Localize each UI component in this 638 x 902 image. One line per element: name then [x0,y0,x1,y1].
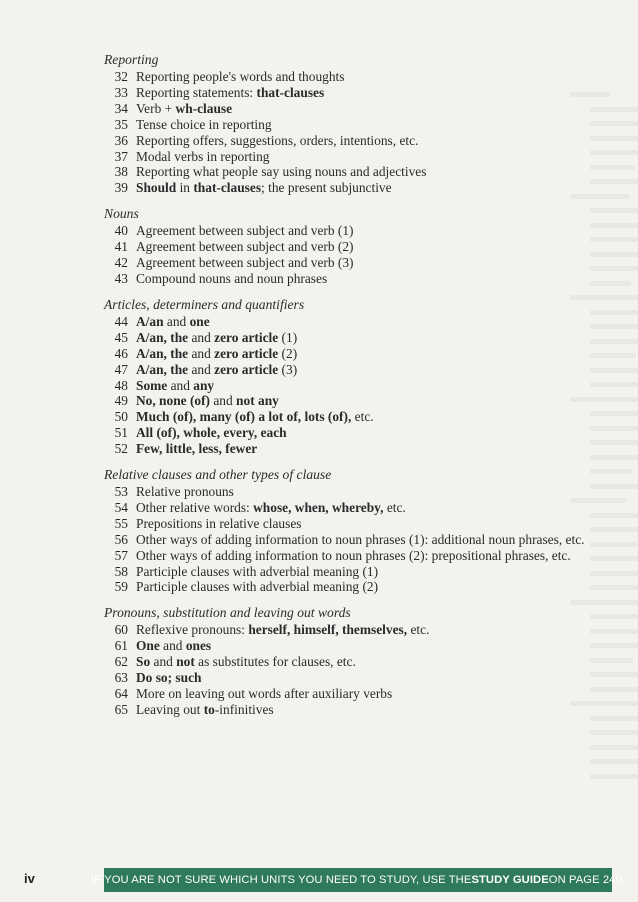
unit-number: 43 [114,270,128,286]
unit-entry [104,409,624,425]
unit-title-segment: Leaving out [136,701,204,717]
unit-number: 64 [114,686,128,701]
unit-title-segment: -infinitives [214,701,274,717]
unit-number: 42 [114,255,128,271]
banner-text-post: ON PAGE 240. [548,874,626,886]
contents-section [104,52,624,196]
unit-title-keyword: Some [136,377,168,393]
unit-title-segment: Relative pronouns [136,484,234,500]
unit-title-segment: and [150,654,177,670]
unit-title [136,409,374,425]
unit-title [136,362,297,378]
unit-entry [104,378,624,394]
unit-entry [104,346,624,362]
unit-title-keyword: not [176,654,195,670]
unit-title [136,101,232,117]
unit-entry [104,579,624,595]
unit-title-keyword: herself, himself, themselves, [248,622,408,638]
unit-title-segment: and [159,638,186,654]
contents-section [104,467,624,595]
unit-number: 32 [114,69,128,84]
unit-title-keyword: one [189,313,210,329]
unit-title-keyword: Should [136,180,177,196]
unit-title-keyword: zero article [214,361,279,377]
study-guide-banner [90,868,626,892]
show-through-line [590,745,638,750]
unit-entry [104,654,624,670]
unit-title [136,164,426,180]
unit-title-keyword: A/an, the [136,361,189,377]
unit-number: 57 [114,547,128,563]
unit-number: 61 [114,638,128,654]
unit-title [136,516,302,532]
unit-title-segment: Other relative words: [136,499,254,515]
unit-entry [104,117,624,133]
unit-title [136,670,201,686]
unit-title [136,564,378,580]
unit-title-segment: as substitutes for clauses, etc. [194,654,356,670]
unit-number: 38 [114,164,128,180]
unit-title [136,686,392,702]
unit-entry [104,85,624,101]
unit-title-segment: and [163,313,190,329]
unit-title [136,484,234,500]
unit-title-segment: Reporting offers, suggestions, orders, intentions, etc. [136,132,419,148]
unit-title [136,85,324,101]
show-through-line [590,774,638,779]
unit-entry [104,255,624,271]
unit-title-segment: Participle clauses with adverbial meaning (1) [136,563,379,579]
unit-title [136,441,257,457]
unit-entry [104,314,624,330]
unit-title [136,255,354,271]
unit-number: 63 [114,670,128,686]
show-through-line [590,730,638,735]
unit-title-segment: etc. [407,622,430,638]
unit-number: 46 [114,345,128,361]
unit-title-segment: and [188,345,215,361]
section-title: Pronouns, substitution and leaving out words [104,605,351,621]
unit-entry [104,441,624,457]
unit-entry [104,500,624,516]
unit-entry [104,564,624,580]
unit-title-keyword: A/an [136,313,164,329]
unit-title-segment: and [188,361,215,377]
unit-number: 47 [114,361,128,377]
unit-number: 65 [114,701,128,717]
unit-title-keyword: So [136,654,151,670]
unit-entry [104,393,624,409]
unit-number: 62 [114,654,128,670]
unit-number: 37 [114,148,128,164]
unit-title [136,638,211,654]
unit-number: 35 [114,116,128,132]
unit-title [136,425,287,441]
unit-number: 55 [114,515,128,531]
unit-entry [104,69,624,85]
unit-title-segment: Other ways of adding information to noun phrases (2): prepositional phrases, etc. [136,547,571,563]
unit-title-segment: etc. [351,409,374,425]
unit-title-keyword: that-clauses [256,84,325,100]
unit-number: 56 [114,531,128,547]
unit-title-keyword: Much (of), many (of) a lot of, lots (of), [136,409,352,425]
unit-title [136,393,279,409]
unit-title [136,69,344,85]
unit-title-keyword: any [193,377,215,393]
unit-entry [104,330,624,346]
show-through-line [590,759,638,764]
unit-title-segment: Reporting statements: [136,84,257,100]
unit-entry [104,622,624,638]
unit-entry [104,638,624,654]
unit-entry [104,548,624,564]
unit-title-segment: Prepositions in relative clauses [136,515,302,531]
unit-number: 51 [114,425,128,441]
unit-title [136,346,297,362]
unit-title-keyword: ones [185,638,212,654]
unit-title-segment: Tense choice in reporting [136,116,272,132]
unit-title-keyword: whose, when, whereby, [253,499,384,515]
unit-number: 34 [114,100,128,116]
unit-title-segment: Reflexive pronouns: [136,622,249,638]
unit-title-keyword: No, none (of) [136,393,211,409]
unit-title-keyword: Few, little, less, fewer [136,441,258,457]
unit-title [136,622,429,638]
unit-title-keyword: zero article [214,329,279,345]
unit-number: 40 [114,223,128,239]
unit-title-keyword: wh-clause [175,100,233,116]
unit-title-keyword: A/an, the [136,345,189,361]
unit-title-keyword: that-clauses [193,180,262,196]
unit-entry [104,223,624,239]
unit-title-keyword: not any [236,393,279,409]
unit-title-segment: Agreement between subject and verb (3) [136,255,354,271]
unit-title-segment: (3) [278,361,298,377]
unit-entry [104,686,624,702]
unit-title-segment: and [188,329,215,345]
unit-number: 60 [114,622,128,638]
unit-title-segment: Reporting people's words and thoughts [136,69,345,84]
unit-title-segment: ; the present subjunctive [261,180,392,196]
unit-entry [104,239,624,255]
unit-title [136,223,354,239]
unit-number: 58 [114,563,128,579]
unit-entry [104,702,624,718]
unit-title [136,330,297,346]
unit-entry [104,149,624,165]
unit-entry [104,180,624,196]
unit-entry [104,532,624,548]
unit-title-segment: Modal verbs in reporting [136,148,270,164]
unit-title-segment: (1) [278,329,298,345]
unit-entry [104,362,624,378]
unit-number: 54 [114,499,128,515]
unit-title-segment: Reporting what people say using nouns and adjectives [136,164,427,180]
contents-list [104,52,624,728]
unit-title-keyword: zero article [214,345,279,361]
unit-entry [104,133,624,149]
unit-number: 49 [114,393,128,409]
unit-number: 44 [114,313,128,329]
section-title: Nouns [104,206,139,222]
unit-title-segment: Participle clauses with adverbial meaning (2) [136,579,379,595]
unit-title [136,149,270,165]
unit-title-keyword: to [203,701,215,717]
unit-title-keyword: One [136,638,160,654]
unit-title [136,314,210,330]
unit-title-keyword: Do so; such [136,670,202,686]
unit-title [136,548,571,564]
contents-section [104,605,624,717]
unit-title [136,579,378,595]
unit-title-segment: and [167,377,194,393]
unit-number: 52 [114,441,128,457]
unit-title-segment: Agreement between subject and verb (2) [136,239,354,255]
unit-title-segment: and [210,393,237,409]
banner-text-pre: IF YOU ARE NOT SURE WHICH UNITS YOU NEED TO STUDY, USE THE [90,874,472,886]
unit-entry [104,101,624,117]
unit-entry [104,484,624,500]
unit-title [136,378,214,394]
unit-entry [104,164,624,180]
unit-title-segment: Other ways of adding information to noun phrases (1): additional noun phrases, etc. [136,531,585,547]
unit-title-segment: Verb + [136,100,176,116]
unit-title-keyword: A/an, the [136,329,189,345]
unit-title [136,133,418,149]
unit-entry [104,670,624,686]
unit-title-segment: etc. [383,499,406,515]
unit-number: 53 [114,484,128,500]
unit-number: 59 [114,579,128,595]
unit-title [136,180,392,196]
unit-number: 45 [114,329,128,345]
unit-title-keyword: All (of), whole, every, each [136,425,287,441]
unit-number: 48 [114,377,128,393]
unit-number: 36 [114,132,128,148]
unit-title-segment: Agreement between subject and verb (1) [136,223,354,239]
unit-title-segment: More on leaving out words after auxiliary verbs [136,686,393,701]
unit-title-segment: in [176,180,194,196]
unit-title [136,702,274,718]
unit-title-segment: Compound nouns and noun phrases [136,270,328,286]
unit-title [136,239,354,255]
unit-entry [104,271,624,287]
unit-number: 39 [114,180,128,196]
unit-entry [104,516,624,532]
section-title: Relative clauses and other types of clause [104,467,332,483]
page-number: iv [24,871,35,886]
banner-text-bold: STUDY GUIDE [471,874,549,886]
contents-section [104,297,624,457]
unit-title [136,117,272,133]
unit-number: 41 [114,239,128,255]
contents-section [104,206,624,287]
section-title: Reporting [104,52,159,67]
unit-title [136,654,356,670]
unit-title [136,271,327,287]
unit-entry [104,425,624,441]
section-title: Articles, determiners and quantifiers [104,296,305,312]
unit-number: 50 [114,409,128,425]
unit-number: 33 [114,84,128,100]
unit-title [136,532,584,548]
unit-title [136,500,406,516]
unit-title-segment: (2) [278,345,298,361]
